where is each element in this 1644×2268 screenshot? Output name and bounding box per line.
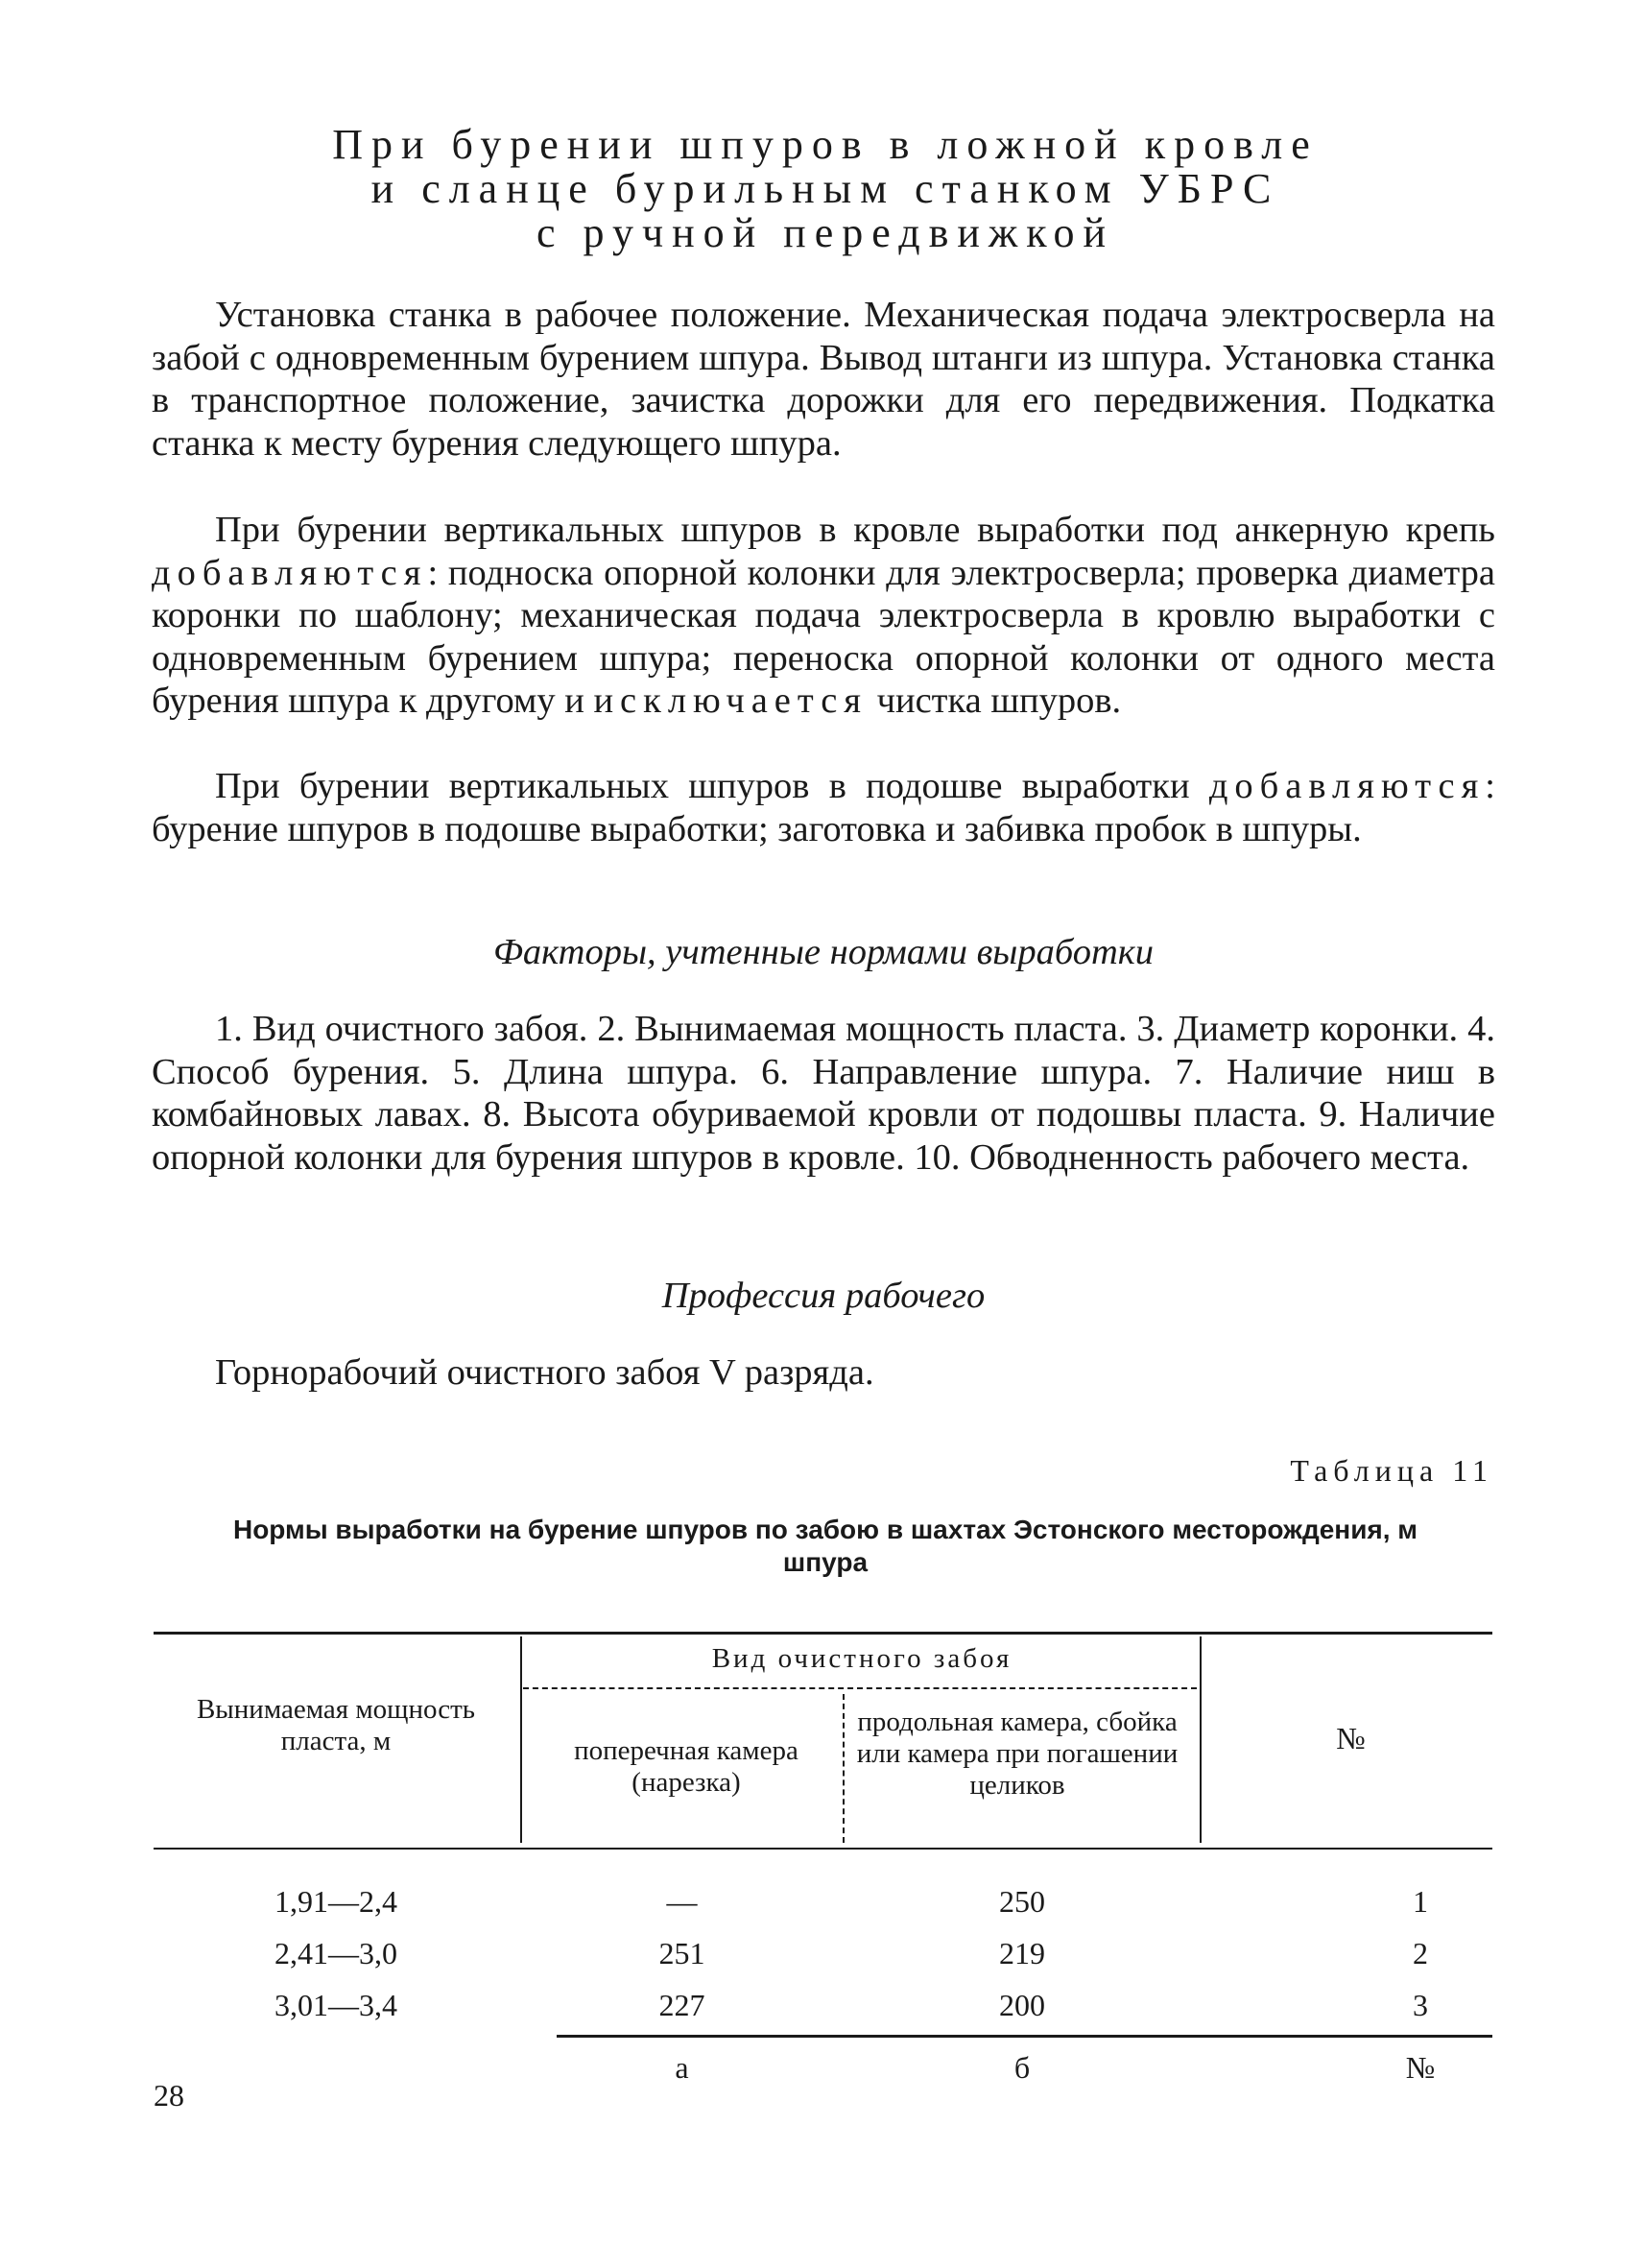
paragraph-vertical-floor-text-1: При бурении вертикальных шпуров в подошве выработки bbox=[215, 766, 1209, 806]
profession-text: Горнорабочий очистного забоя V разряда. bbox=[215, 1352, 874, 1393]
cell-thickness-1: 1,91—2,4 bbox=[274, 1884, 397, 1919]
header-thickness: Вынимаемая мощность пласта, м bbox=[196, 1694, 476, 1756]
header-number: № bbox=[1336, 1721, 1366, 1755]
paragraph-vertical-roof-excluded: исключается bbox=[593, 680, 868, 721]
paragraph-vertical-floor bbox=[152, 765, 1495, 850]
footer-a: а bbox=[675, 2050, 689, 2085]
cell-thickness-2: 2,41—3,0 bbox=[274, 1936, 397, 1970]
paragraph-vertical-floor-added: добавляются bbox=[1208, 766, 1486, 806]
cell-n-2: 2 bbox=[1413, 1936, 1428, 1970]
profession-heading: Профессия рабочего bbox=[661, 1276, 986, 1316]
paragraph-vertical-roof-text-2: : подноска опорной колонки для электросверла; проверка диаметра коронки по шаблону; механическая подача электросверла в кровлю выработки с одновременным бурением шпура; переноска опорной колонки от одного места бурения шпура к другому и bbox=[152, 552, 1495, 721]
table-divider-1 bbox=[520, 1636, 522, 1843]
table-top-rule bbox=[154, 1632, 1492, 1635]
cell-a-1: — bbox=[666, 1884, 698, 1919]
cell-b-3: 200 bbox=[999, 1988, 1045, 2022]
header-longitudinal: продольная камера, сбойка или камера при погашении целиков bbox=[856, 1707, 1179, 1801]
footer-number: № bbox=[1405, 2050, 1436, 2085]
footer-b: б bbox=[1013, 2050, 1031, 2085]
table-label: Таблица 11 bbox=[1290, 1453, 1493, 1488]
cell-a-3: 227 bbox=[658, 1988, 705, 2022]
table-caption: Нормы выработки на бурение шпуров по забою в шахтах Эстонского месторождения, м шпура bbox=[232, 1515, 1418, 1577]
paragraph-vertical-roof-added: добавляются bbox=[152, 552, 428, 593]
title-line-2: и сланце бурильным станком УБРС bbox=[370, 165, 1280, 212]
title-line-3: с ручной передвижкой bbox=[536, 209, 1114, 256]
table-header-rule bbox=[154, 1848, 1492, 1850]
title-line-1: При бурении шпуров в ложной кровле bbox=[332, 121, 1319, 168]
cell-a-2: 251 bbox=[658, 1936, 705, 1970]
header-transverse: поперечная камера (нарезка) bbox=[574, 1735, 798, 1798]
header-face-type: Вид очистного забоя bbox=[711, 1643, 1013, 1674]
cell-b-1: 250 bbox=[999, 1884, 1045, 1919]
paragraph-installation: Установка станка в рабочее положение. Механическая подача электросверла на забой с одновременным бурением шпура. Вывод штанги из шпура. Установка станка в транспортное положение, зачистка дорожки для его передвижения. Подкатка станка к месту бурения следующего шпура. bbox=[152, 295, 1495, 464]
paragraph-vertical-roof bbox=[152, 509, 1495, 723]
table-divider-3 bbox=[1200, 1636, 1202, 1843]
table-divider-2 bbox=[843, 1694, 845, 1843]
factors-list: 1. Вид очистного забоя. 2. Вынимаемая мощность пласта. 3. Диаметр коронки. 4. Способ бурения. 5. Длина шпура. 6. Направление шпура. 7. Наличие ниш в комбайновых лавах. 8. Высота обуриваемой кровли от подошвы пласта. 9. Наличие опорной колонки для бурения шпуров в кровле. 10. Обводненность рабочего места. bbox=[152, 1009, 1495, 1178]
cell-n-3: 3 bbox=[1413, 1988, 1428, 2022]
factors-heading: Факторы, учтенные нормами выработки bbox=[492, 932, 1155, 972]
paragraph-vertical-roof-text-3: чистка шпуров. bbox=[868, 680, 1122, 721]
paragraph-vertical-floor-text-2: : бурение шпуров в подошве выработки; заготовка и забивка пробок в шпуры. bbox=[152, 766, 1495, 849]
section-title bbox=[154, 123, 1497, 255]
table-bottom-rule bbox=[557, 2035, 1492, 2038]
page-number: 28 bbox=[154, 2078, 184, 2113]
cell-thickness-3: 3,01—3,4 bbox=[274, 1988, 397, 2022]
paragraph-vertical-roof-text-1: При бурении вертикальных шпуров в кровле выработки под анкерную крепь bbox=[215, 510, 1495, 550]
cell-n-1: 1 bbox=[1413, 1884, 1428, 1919]
cell-b-2: 219 bbox=[999, 1936, 1045, 1970]
table-group-rule bbox=[523, 1687, 1197, 1689]
